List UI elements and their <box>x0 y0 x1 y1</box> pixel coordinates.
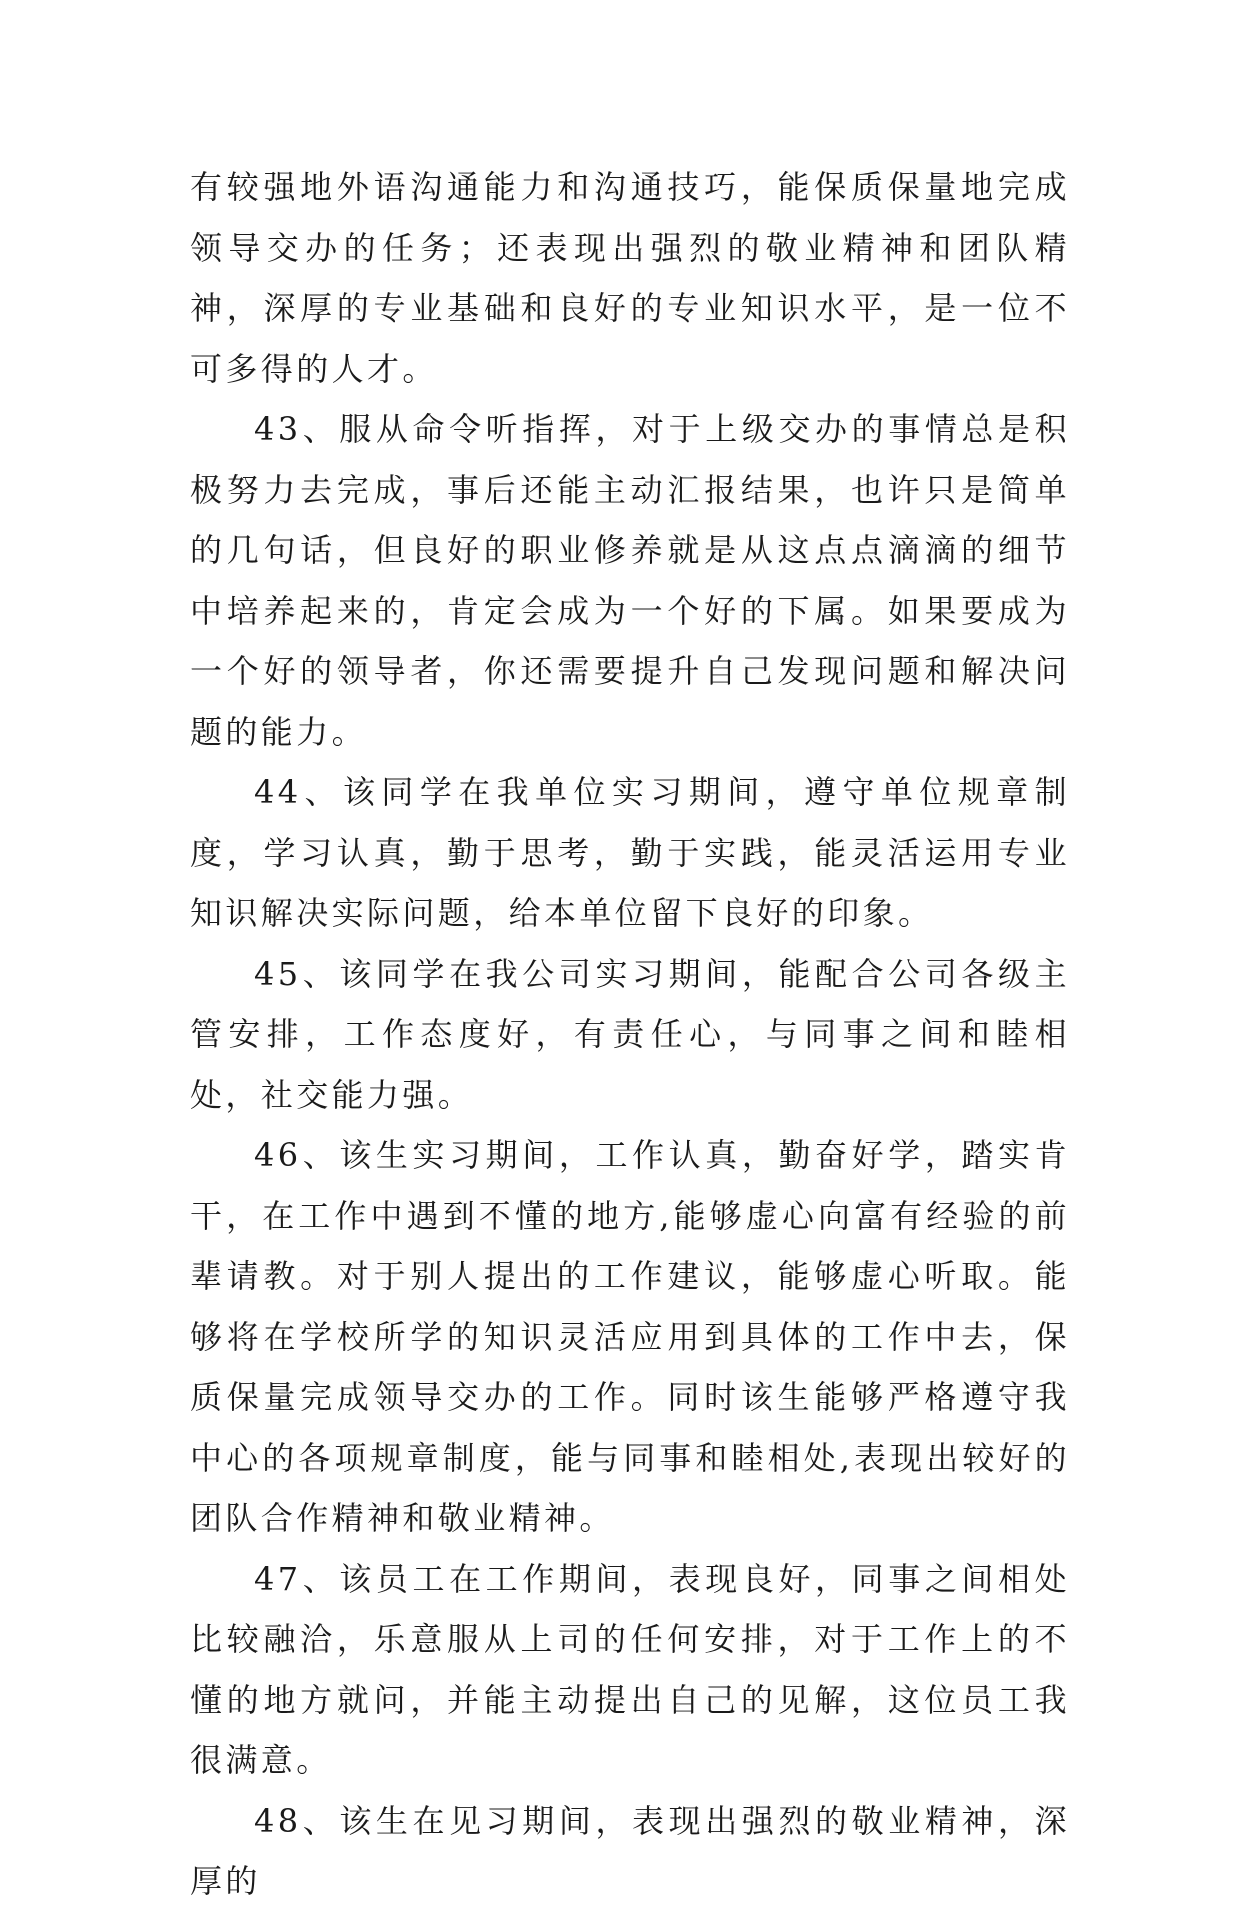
paragraph-45: 45、该同学在我公司实习期间，能配合公司各级主管安排，工作态度好，有责任心，与同事之间和睦相处，社交能力强。 <box>190 954 1070 1114</box>
paragraph-47: 47、该员工在工作期间，表现良好，同事之间相处比较融洽，乐意服从上司的任何安排，对于工作上的不懂的地方就问，并能主动提出自己的见解，这位员工我很满意。 <box>190 1559 1070 1779</box>
paragraph-43: 43、服从命令听指挥，对于上级交办的事情总是积极努力去完成，事后还能主动汇报结果，也许只是简单的几句话，但良好的职业修养就是从这点点滴滴的细节中培养起来的，肯定会成为一个好的下属。如果要成为一个好的领导者，你还需要提升自己发现问题和解决问题的能力。 <box>190 410 1070 751</box>
paragraph-continuation: 有较强地外语沟通能力和沟通技巧，能保质保量地完成领导交办的任务；还表现出强烈的敬业精神和团队精神，深厚的专业基础和良好的专业知识水平，是一位不可多得的人才。 <box>190 168 1070 388</box>
paragraph-48: 48、该生在见习期间，表现出强烈的敬业精神，深厚的 <box>190 1801 1070 1900</box>
document-body <box>190 157 1070 1912</box>
paragraph-46: 46、该生实习期间，工作认真，勤奋好学，踏实肯干，在工作中遇到不懂的地方,能够虚心向富有经验的前辈请教。对于别人提出的工作建议，能够虚心听取。能够将在学校所学的知识灵活应用到具体的工作中去，保质保量完成领导交办的工作。同时该生能够严格遵守我中心的各项规章制度，能与同事和睦相处,表现出较好的团队合作精神和敬业精神。 <box>190 1136 1070 1537</box>
paragraph-44: 44、该同学在我单位实习期间，遵守单位规章制度，学习认真，勤于思考，勤于实践，能灵活运用专业知识解决实际问题，给本单位留下良好的印象。 <box>190 773 1070 932</box>
